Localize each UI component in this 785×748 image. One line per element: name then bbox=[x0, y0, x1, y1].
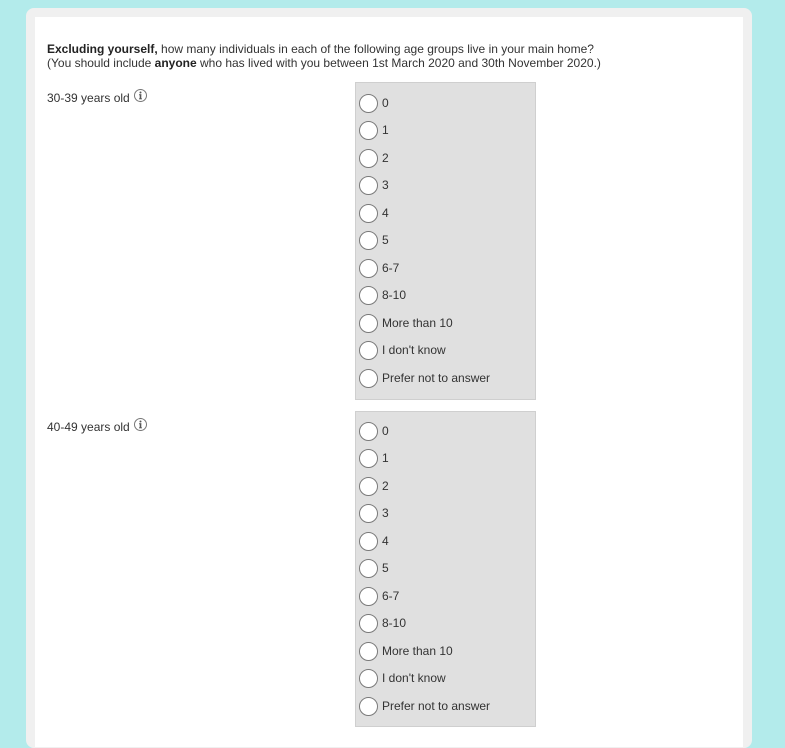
question-line-2-end: who has lived with you between 1st March 2020 and 30th November 2020.) bbox=[196, 56, 601, 70]
option-30-39-5[interactable] bbox=[359, 229, 389, 251]
question-line-1-rest: how many individuals in each of the following age groups live in your main home? bbox=[157, 42, 594, 56]
option-label: 1 bbox=[382, 123, 389, 137]
survey-panel bbox=[35, 17, 743, 747]
option-label: I don't know bbox=[382, 343, 446, 357]
radio-button[interactable] bbox=[359, 176, 378, 195]
question-line-2-start: (You should include bbox=[47, 56, 155, 70]
question-text bbox=[47, 42, 727, 70]
option-label: 6-7 bbox=[382, 589, 400, 603]
radio-button[interactable] bbox=[359, 286, 378, 305]
options-group-40-49 bbox=[355, 411, 536, 727]
option-label: 4 bbox=[382, 206, 389, 220]
option-40-49-dont-know[interactable] bbox=[359, 667, 446, 689]
option-40-49-5[interactable] bbox=[359, 557, 389, 579]
option-label: Prefer not to answer bbox=[382, 699, 491, 713]
age-group-label-30-39 bbox=[47, 91, 147, 105]
option-40-49-8-10[interactable] bbox=[359, 612, 406, 634]
radio-button[interactable] bbox=[359, 614, 378, 633]
option-30-39-6-7[interactable] bbox=[359, 257, 399, 279]
question-line-2 bbox=[47, 56, 727, 70]
option-30-39-dont-know[interactable] bbox=[359, 339, 446, 361]
radio-button[interactable] bbox=[359, 204, 378, 223]
radio-button[interactable] bbox=[359, 341, 378, 360]
option-label: 3 bbox=[382, 178, 389, 192]
option-label: 5 bbox=[382, 561, 389, 575]
info-icon[interactable] bbox=[134, 418, 147, 431]
radio-button[interactable] bbox=[359, 559, 378, 578]
option-label: More than 10 bbox=[382, 316, 453, 330]
option-label: 0 bbox=[382, 96, 389, 110]
option-label: 6-7 bbox=[382, 261, 400, 275]
option-40-49-6-7[interactable] bbox=[359, 585, 399, 607]
option-label: 4 bbox=[382, 534, 389, 548]
radio-button[interactable] bbox=[359, 259, 378, 278]
option-40-49-0[interactable] bbox=[359, 420, 389, 442]
age-group-label-text: 30-39 years old bbox=[47, 91, 130, 105]
option-30-39-prefer-not[interactable] bbox=[359, 367, 490, 389]
radio-button[interactable] bbox=[359, 587, 378, 606]
option-30-39-0[interactable] bbox=[359, 92, 389, 114]
option-label: 2 bbox=[382, 151, 389, 165]
age-group-label-40-49 bbox=[47, 420, 147, 434]
option-label: 8-10 bbox=[382, 288, 407, 302]
radio-button[interactable] bbox=[359, 642, 378, 661]
option-label: 3 bbox=[382, 506, 389, 520]
option-30-39-4[interactable] bbox=[359, 202, 389, 224]
option-label: 0 bbox=[382, 424, 389, 438]
radio-button[interactable] bbox=[359, 532, 378, 551]
option-40-49-1[interactable] bbox=[359, 447, 389, 469]
option-label: 5 bbox=[382, 233, 389, 247]
question-line-2-bold: anyone bbox=[154, 56, 197, 70]
option-30-39-2[interactable] bbox=[359, 147, 389, 169]
info-icon[interactable] bbox=[134, 89, 147, 102]
option-30-39-8-10[interactable] bbox=[359, 284, 406, 306]
option-40-49-2[interactable] bbox=[359, 475, 389, 497]
option-30-39-1[interactable] bbox=[359, 119, 389, 141]
radio-button[interactable] bbox=[359, 477, 378, 496]
option-40-49-4[interactable] bbox=[359, 530, 389, 552]
options-group-30-39 bbox=[355, 82, 536, 400]
option-label: 8-10 bbox=[382, 616, 407, 630]
option-label: More than 10 bbox=[382, 644, 453, 658]
question-line-1 bbox=[47, 42, 727, 56]
age-group-label-text: 40-49 years old bbox=[47, 420, 130, 434]
option-30-39-more-than-10[interactable] bbox=[359, 312, 453, 334]
option-40-49-3[interactable] bbox=[359, 502, 389, 524]
option-40-49-more-than-10[interactable] bbox=[359, 640, 453, 662]
option-label: Prefer not to answer bbox=[382, 371, 491, 385]
option-label: 1 bbox=[382, 451, 389, 465]
radio-button[interactable] bbox=[359, 94, 378, 113]
option-label: I don't know bbox=[382, 671, 446, 685]
radio-button[interactable] bbox=[359, 422, 378, 441]
question-bold-lead: Excluding yourself, bbox=[47, 42, 158, 56]
radio-button[interactable] bbox=[359, 231, 378, 250]
radio-button[interactable] bbox=[359, 504, 378, 523]
radio-button[interactable] bbox=[359, 449, 378, 468]
radio-button[interactable] bbox=[359, 149, 378, 168]
radio-button[interactable] bbox=[359, 697, 378, 716]
radio-button[interactable] bbox=[359, 314, 378, 333]
radio-button[interactable] bbox=[359, 121, 378, 140]
option-label: 2 bbox=[382, 479, 389, 493]
radio-button[interactable] bbox=[359, 369, 378, 388]
option-30-39-3[interactable] bbox=[359, 174, 389, 196]
radio-button[interactable] bbox=[359, 669, 378, 688]
option-40-49-prefer-not[interactable] bbox=[359, 695, 490, 717]
